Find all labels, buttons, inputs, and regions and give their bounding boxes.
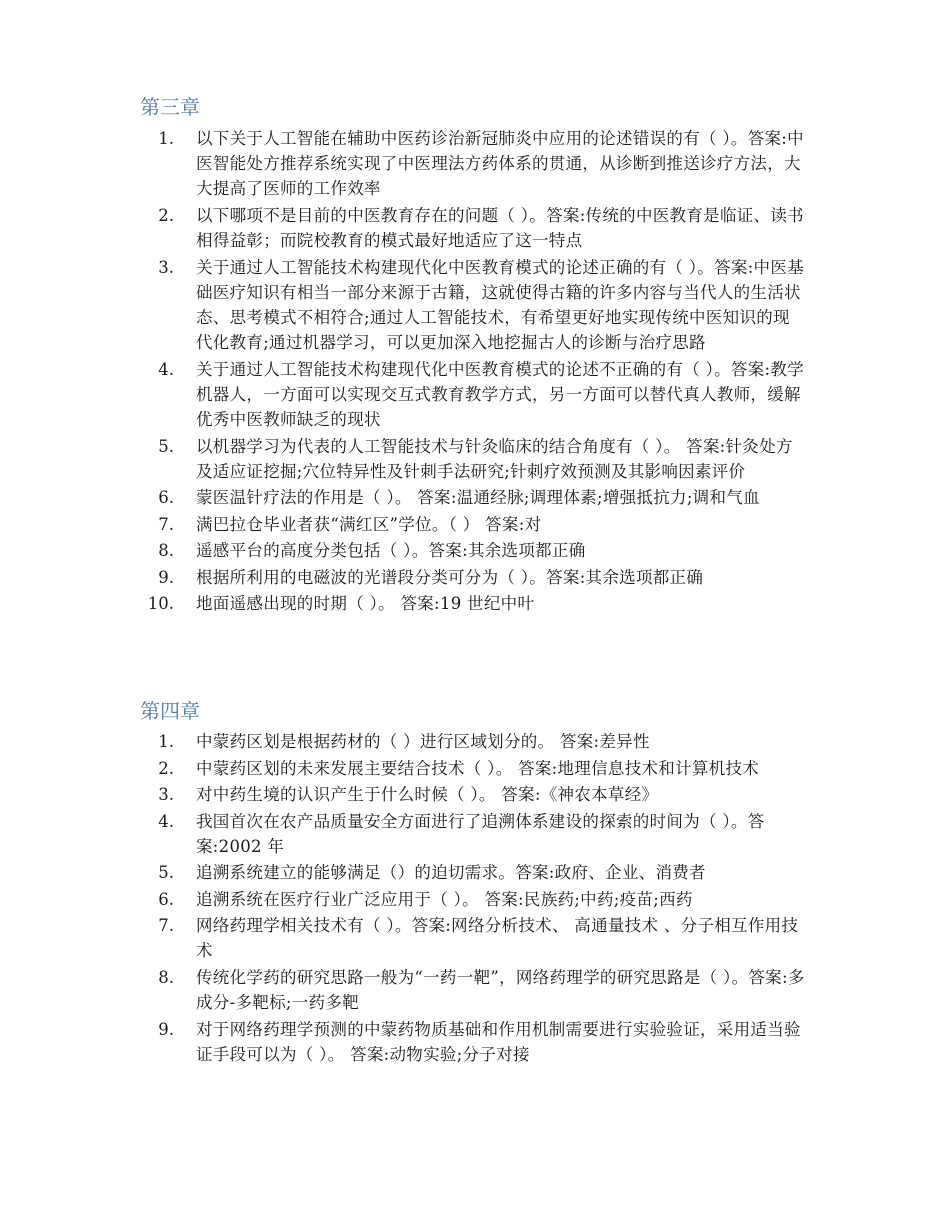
question-text: 追溯系统在医疗行业广泛应用于（ ）。 答案:民族药;中药;疫苗;西药 bbox=[196, 889, 693, 909]
question-text: 网络药理学相关技术有（ ）。答案:网络分析技术、 高通量技术 、分子相互作用技术 bbox=[196, 916, 799, 961]
question-item bbox=[0, 965, 950, 1015]
question-text: 以下关于人工智能在辅助中医药诊治新冠肺炎中应用的论述错误的有（ ）。答案:中医智能处方推荐系统实现了中医理法方药体系的贯通，从诊断到推送诊疗方法，大大提高了医师的工作效率 bbox=[196, 129, 804, 199]
question-item bbox=[0, 203, 950, 253]
question-number: 2. bbox=[158, 758, 174, 778]
question-item bbox=[0, 255, 950, 356]
chapter-3-question-list bbox=[0, 126, 950, 617]
question-item bbox=[0, 434, 950, 484]
question-item bbox=[0, 512, 950, 537]
chapter-4-heading: 第四章 bbox=[140, 699, 200, 723]
question-text: 以机器学习为代表的人工智能技术与针灸临床的结合角度有（ ）。 答案:针灸处方及适应证挖掘;穴位特异性及针刺手法研究;针刺疗效预测及其影响因素评价 bbox=[196, 436, 793, 481]
question-text: 满巴拉仓毕业者获“满红区”学位。（ ） 答案:对 bbox=[196, 514, 542, 534]
question-number: 8. bbox=[158, 541, 174, 561]
question-number: 10. bbox=[147, 594, 174, 614]
question-text: 我国首次在农产品质量安全方面进行了追溯体系建设的探索的时间为（ ）。答案:2002 年 bbox=[196, 811, 765, 856]
question-text: 传统化学药的研究思路一般为“一药一靶”，网络药理学的研究思路是（ ）。答案:多成分-多靶标;一药多靶 bbox=[196, 967, 805, 1013]
question-item bbox=[0, 809, 950, 859]
question-number: 9. bbox=[158, 567, 174, 587]
question-item bbox=[0, 485, 950, 510]
question-number: 9. bbox=[158, 1019, 174, 1039]
question-number: 8. bbox=[158, 967, 174, 987]
question-text: 根据所利用的电磁波的光谱段分类可分为（ ）。答案:其余选项都正确 bbox=[196, 567, 704, 587]
question-text: 地面遥感出现的时期（ ）。 答案:19 世纪中叶 bbox=[196, 594, 535, 614]
question-item bbox=[0, 729, 950, 754]
question-number: 5. bbox=[158, 436, 174, 456]
question-item bbox=[0, 538, 950, 563]
question-item bbox=[0, 860, 950, 885]
question-text: 蒙医温针疗法的作用是（ ）。 答案:温通经脉;调理体素;增强抵抗力;调和气血 bbox=[196, 488, 760, 508]
question-text: 关于通过人工智能技术构建现代化中医教育模式的论述正确的有（ ）。答案:中医基础医疗知识有相当一部分来源于古籍，这就使得古籍的许多内容与当代人的生活状态、思考模式不相符合;通过人工智能技术，有希望更好地实现传统中医知识的现代化教育;通过机器学习，可以更加深入地挖掘古人的诊断与治疗思路 bbox=[196, 257, 804, 353]
question-number: 2. bbox=[158, 205, 174, 225]
question-number: 5. bbox=[158, 863, 174, 883]
question-item bbox=[0, 357, 950, 433]
question-item bbox=[0, 126, 950, 202]
question-item bbox=[0, 565, 950, 590]
question-item bbox=[0, 756, 950, 781]
question-text: 中蒙药区划是根据药材的（ ）进行区域划分的。 答案:差异性 bbox=[196, 732, 650, 751]
question-text: 对中药生境的认识产生于什么时候（ ）。 答案:《神农本草经》 bbox=[196, 785, 659, 804]
question-item bbox=[0, 887, 950, 912]
question-text: 中蒙药区划的未来发展主要结合技术（ ）。 答案:地理信息技术和计算机技术 bbox=[196, 758, 760, 778]
question-number: 3. bbox=[158, 257, 174, 277]
question-number: 7. bbox=[158, 916, 174, 936]
question-number: 6. bbox=[158, 889, 174, 909]
question-text: 追溯系统建立的能够满足（）的迫切需求。答案:政府、企业、消费者 bbox=[196, 863, 706, 883]
question-number: 3. bbox=[158, 785, 174, 804]
question-number: 6. bbox=[158, 488, 174, 508]
question-number: 4. bbox=[158, 811, 174, 831]
question-item bbox=[0, 1017, 950, 1067]
question-number: 1. bbox=[158, 129, 174, 148]
question-number: 4. bbox=[158, 359, 174, 379]
question-number: 7. bbox=[158, 514, 174, 534]
question-item bbox=[0, 591, 950, 616]
chapter-3-heading: 第三章 bbox=[140, 95, 200, 119]
question-item bbox=[0, 782, 950, 807]
question-text: 遥感平台的高度分类包括（ ）。答案:其余选项都正确 bbox=[196, 541, 586, 561]
question-number: 1. bbox=[158, 732, 174, 751]
question-text: 关于通过人工智能技术构建现代化中医教育模式的论述不正确的有（ ）。答案:教学机器人，一方面可以实现交互式教育教学方式，另一方面可以替代真人教师，缓解优秀中医教师缺乏的现状 bbox=[196, 359, 804, 430]
question-text: 对于网络药理学预测的中蒙药物质基础和作用机制需要进行实验验证，采用适当验证手段可以为（ ）。 答案:动物实验;分子对接 bbox=[196, 1019, 801, 1064]
question-text: 以下哪项不是目前的中医教育存在的问题（ ）。答案:传统的中医教育是临证、读书相得益彰；而院校教育的模式最好地适应了这一特点 bbox=[196, 205, 804, 251]
chapter-4-question-list bbox=[0, 729, 950, 1067]
question-item bbox=[0, 913, 950, 963]
